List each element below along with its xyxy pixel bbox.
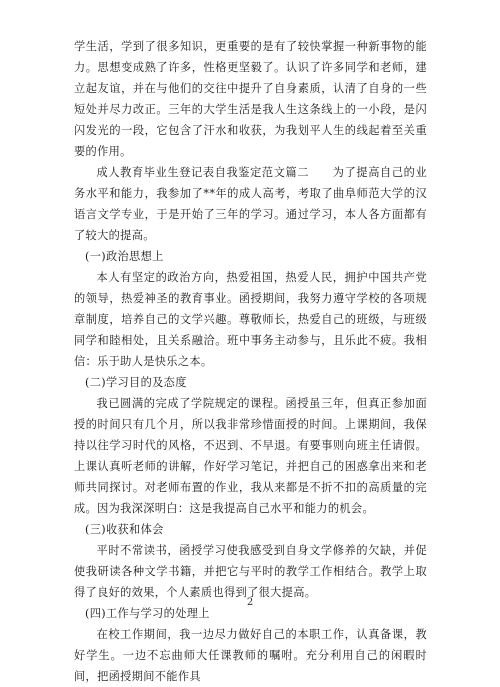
document-body xyxy=(74,36,427,687)
paragraph-intro-second-essay: 成人教育毕业生登记表自我鉴定范文篇二 为了提高自己的业务水平和能力，我参加了**年的成人高考，考取了曲阜师范大学的汉语言文学专业，于是开始了三年的学习。通过学习，本人各方面都有了较大的提高。 xyxy=(74,166,427,242)
paragraph-work-study: 在校工作期间，我一边尽力做好自己的本职工作，认真备课，教好学生。一边不忘曲师大任课教师的嘱咐。充分利用自己的闲暇时间，把函授期间不能作具 xyxy=(74,628,427,683)
page-number: 2 xyxy=(246,597,254,608)
section-heading-gains: (三)收获和体会 xyxy=(85,523,164,536)
paragraph-gains: 平时不常读书，函授学习使我感受到自身文学修养的欠缺，并促使我研读各种文学书籍，并把它与平时的教学工作相结合。教学上取得了良好的效果，个人素质也得到了很大提高。 xyxy=(74,544,427,599)
section-heading-work-study: (四)工作与学习的处理上 xyxy=(85,607,210,620)
section-heading-study-attitude: (二)学习目的及态度 xyxy=(85,376,187,389)
paragraph-college-life: 学生活，学到了很多知识，更重要的是有了较快掌握一种新事物的能力。思想变成熟了许多，性格更坚毅了。认识了许多同学和老师，建立起友谊，并在与他们的交往中提升了自身素质，认清了自身的一些短处并尽力改正。三年的大学生活是我人生这条线上的一小段，是闪闪发光的一段，它包含了汗水和收获，为我划平人生的线起着至关重要的作用。 xyxy=(74,40,427,158)
section-heading-political: (一)政治思想上 xyxy=(85,250,164,263)
paragraph-political: 本人有坚定的政治方向，热爱祖国，热爱人民，拥护中国共产党的领导，热爱神圣的教育事业。函授期间，我努力遵守学校的各项规章制度，培养自己的文学兴趣。尊敬师长，热爱自己的班级，与班级同学和睦相处，且关系融洽。班中事务主动参与，且乐此不疲。我相信：乐于助人是快乐之本。 xyxy=(74,271,427,368)
paragraph-study-attitude: 我已圆满的完成了学院规定的课程。函授虽三年，但真正参加面授的时间只有几个月，所以我非常珍惜面授的时间。上课期间，我保持以往学习时代的风格，不迟到、不早退。有要事则向班主任请假。上课认真听老师的讲解，作好学习笔记，并把自己的困惑拿出来和老师共同探讨。对老师布置的作业，我从来都是不折不扣的高质量的完成。因为我深深明白：这是我提高自己水平和能力的机会。 xyxy=(74,397,427,515)
